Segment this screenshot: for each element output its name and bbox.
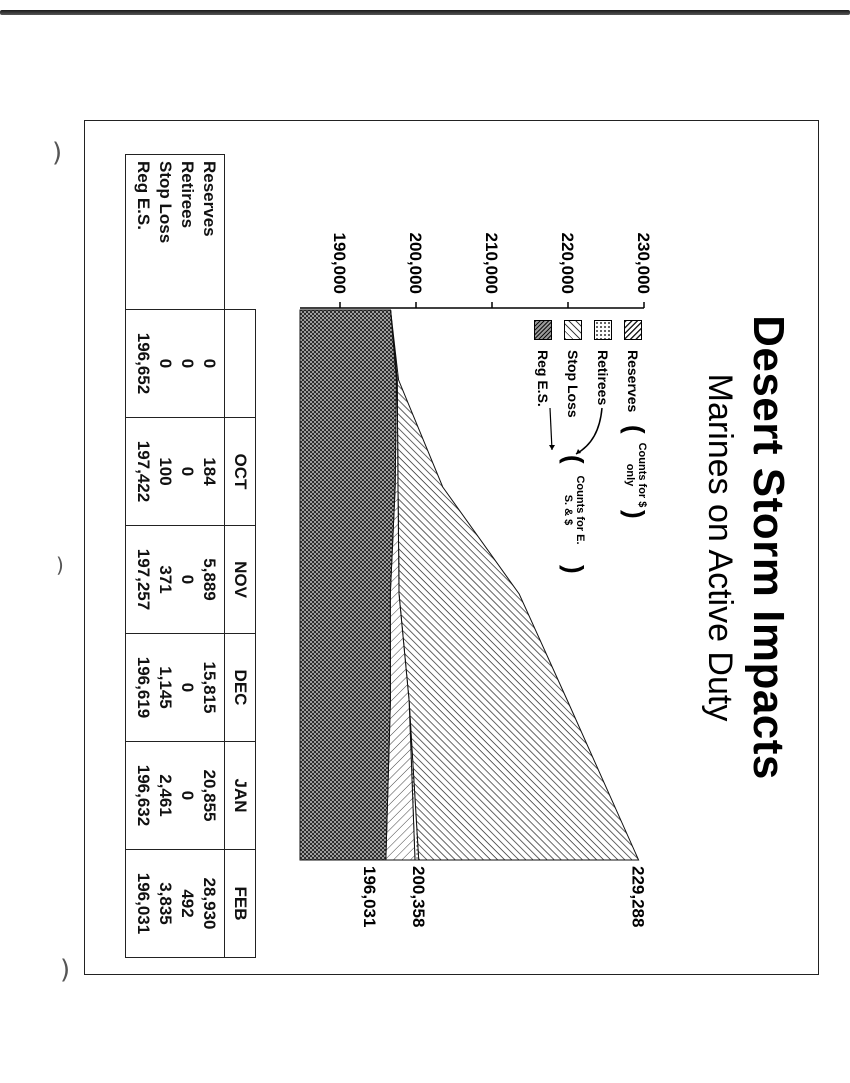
legend-label: Retirees xyxy=(595,350,611,406)
top-rule xyxy=(0,10,850,15)
month-column xyxy=(126,742,225,850)
table-cell: 371 xyxy=(156,565,175,594)
legend-swatch xyxy=(564,320,582,340)
y-axis xyxy=(300,233,653,308)
month-header: OCT xyxy=(225,418,256,526)
chart-stage xyxy=(84,120,819,975)
month-header: FEB xyxy=(225,850,256,958)
end-label-es-total: 200,358 xyxy=(408,866,428,928)
row-label: Retirees xyxy=(178,161,197,229)
bracket-open: ( xyxy=(559,455,589,464)
month-header: DEC xyxy=(225,634,256,742)
month-column xyxy=(126,634,225,742)
month-column xyxy=(126,850,225,958)
bracket-open: ( xyxy=(620,425,650,434)
legend xyxy=(524,320,650,650)
table-cell: 15,815 xyxy=(200,661,219,714)
punch-hole-mark: ) xyxy=(60,955,71,985)
table-cell: 197,257 xyxy=(134,548,153,611)
y-tick-label: 190,000 xyxy=(330,232,349,294)
legend-item-retirees xyxy=(592,320,614,405)
y-tick-label: 220,000 xyxy=(558,232,577,294)
table-corner xyxy=(225,155,256,310)
note-dollars-only: Counts for $ only xyxy=(624,442,648,508)
legend-label: Stop Loss xyxy=(565,350,581,418)
table-cell: 0 xyxy=(178,682,197,693)
end-label-reg: 196,031 xyxy=(359,866,379,928)
legend-swatch xyxy=(534,320,552,340)
table-cell: 5,889 xyxy=(200,558,219,601)
punch-hole-mark: ) xyxy=(52,138,63,168)
note-es-and-dollars: Counts for E. S. & $ xyxy=(562,475,586,545)
table-cell: 196,031 xyxy=(134,872,153,935)
month-header: NOV xyxy=(225,526,256,634)
legend-label: Reg E.S. xyxy=(535,350,551,407)
table-cell: 492 xyxy=(178,889,197,918)
punch-hole-mark: ) xyxy=(56,553,64,577)
row-label: Reg E.S. xyxy=(134,161,153,230)
row-label: Reserves xyxy=(200,161,219,237)
data-table xyxy=(125,154,256,958)
arrow-icons xyxy=(554,400,614,460)
row-label: Stop Loss xyxy=(156,161,175,244)
table-cell: 196,619 xyxy=(134,656,153,719)
month-column xyxy=(126,310,225,418)
row-labels xyxy=(126,155,225,310)
month-column xyxy=(126,418,225,526)
table-row xyxy=(126,155,225,958)
table-cell: 100 xyxy=(156,457,175,486)
bracket-close: ) xyxy=(620,510,650,519)
table-cell: 28,930 xyxy=(200,877,219,930)
legend-label: Reserves xyxy=(625,350,641,413)
bracket-close: ) xyxy=(559,565,589,574)
legend-item-reserves xyxy=(622,320,644,412)
y-tick-label: 200,000 xyxy=(406,232,425,294)
table-cell: 2,461 xyxy=(156,774,175,817)
y-tick-label: 230,000 xyxy=(634,232,653,294)
table-cell: 20,855 xyxy=(200,769,219,822)
table-cell: 3,835 xyxy=(156,882,175,925)
area-reg-es xyxy=(300,310,396,860)
table-cell: 196,652 xyxy=(134,332,153,395)
table-cell: 1,145 xyxy=(156,666,175,709)
table-cell: 196,632 xyxy=(134,764,153,827)
legend-swatch xyxy=(624,320,642,340)
chart-subtitle: Marines on Active Duty xyxy=(701,373,739,722)
legend-item-reg-es xyxy=(532,320,554,407)
end-labels xyxy=(360,866,648,927)
table-cell: 0 xyxy=(178,790,197,801)
table-cell: 0 xyxy=(178,466,197,477)
table-cell: 184 xyxy=(200,457,219,486)
month-column xyxy=(126,526,225,634)
month-header xyxy=(225,310,256,418)
table-header-row xyxy=(225,155,256,958)
end-label-total: 229,288 xyxy=(628,866,648,928)
table-cell: 0 xyxy=(178,574,197,585)
table-cell: 0 xyxy=(200,358,219,369)
month-header: JAN xyxy=(225,742,256,850)
legend-swatch xyxy=(594,320,612,340)
table-cell: 197,422 xyxy=(134,440,153,503)
table-cell: 0 xyxy=(156,358,175,369)
y-tick-label: 210,000 xyxy=(482,232,501,294)
table-cell: 0 xyxy=(178,358,197,369)
chart-title: Desert Storm Impacts xyxy=(744,315,793,780)
